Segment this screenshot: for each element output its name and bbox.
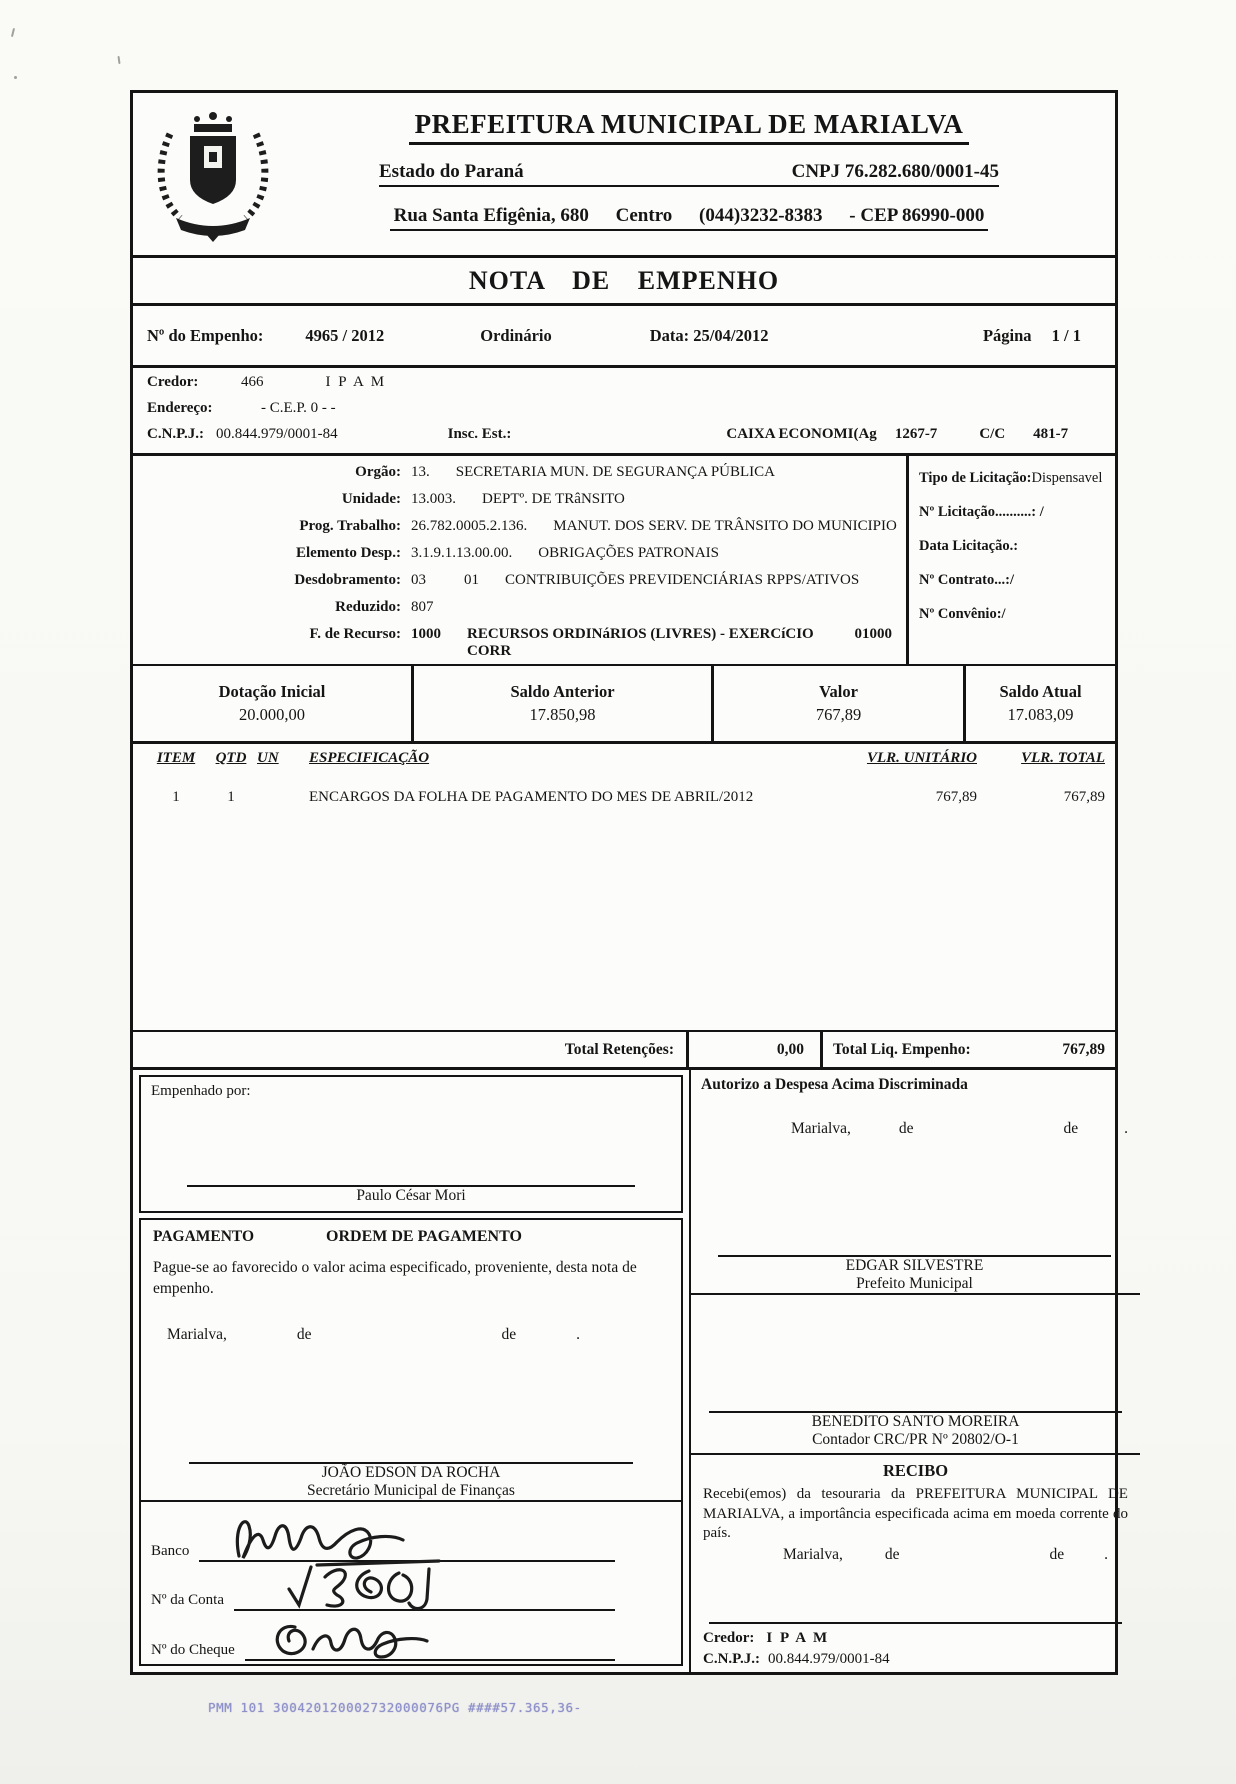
creditor-name: I P A M <box>325 374 387 390</box>
bidding-type-row <box>919 470 1115 487</box>
document-header <box>133 93 1115 258</box>
desdobramento-desc: CONTRIBUIÇÕES PREVIDENCIÁRIAS RPPS/ATIVOS <box>505 572 860 588</box>
creditor-bank-name: CAIXA ECONOMI(Ag <box>726 426 877 442</box>
budget-row-orgao <box>133 464 906 491</box>
checking-account-label: C/C <box>979 426 1006 442</box>
net-total-label: Total Liq. Empenho: <box>833 1040 971 1058</box>
bidding-number-row: Nº Licitação..........: / <box>919 504 1044 520</box>
empenho-number-value: 4965 / 2012 <box>305 325 385 345</box>
previous-balance-header: Saldo Anterior <box>510 682 615 701</box>
payment-order-title: ORDEM DE PAGAMENTO <box>326 1228 522 1245</box>
prog-trabalho-label: Prog. Trabalho: <box>299 518 401 534</box>
scan-artifact <box>14 76 17 79</box>
receipt-text: Recebi(emos) da tesouraria da PREFEITURA MUNICIPAL DE MARIALVA, a importância especificada acima em moeda corrente do país. <box>703 1486 1128 1541</box>
address-cep: - CEP 86990-000 <box>849 205 985 226</box>
orgao-label: Orgão: <box>355 464 401 480</box>
bank-fields-area <box>141 1502 681 1664</box>
col-qtd: QTD <box>215 750 247 766</box>
receipt-date-line <box>703 1546 1128 1564</box>
state-label: Estado do Paraná <box>379 161 524 182</box>
mayor-name: EDGAR SILVESTRE <box>845 1257 984 1274</box>
document-title: NOTA DE EMPENHO <box>133 258 1115 306</box>
items-table-header <box>133 750 1115 767</box>
finance-secretary-role: Secretário Municipal de Finanças <box>307 1482 515 1499</box>
fonte-recurso-label: F. de Recurso: <box>309 626 401 642</box>
finance-secretary-name: JOÃO EDSON DA ROCHA <box>321 1464 501 1481</box>
account-label: Nº da Conta <box>151 1592 224 1608</box>
empenho-number-label: Nº do Empenho: <box>147 325 264 345</box>
fonte-recurso-desc: RECURSOS ORDINáRIOS (LIVRES) - EXERCíCIO CORR <box>467 626 814 659</box>
net-total-cell <box>823 1032 1115 1067</box>
account-handwriting <box>281 1559 521 1611</box>
col-un: UN <box>257 750 279 766</box>
contract-number-row: Nº Contrato...:/ <box>919 572 1014 588</box>
de-word: de <box>884 1545 900 1563</box>
receipt-creditor-name: I P A M <box>766 1630 830 1646</box>
address-phone: (044)3232-8383 <box>699 205 823 226</box>
current-balance <box>963 666 1115 741</box>
bidding-type-value: Dispensavel <box>1031 470 1103 486</box>
prog-trabalho-code: 26.782.0005.2.136. <box>411 518 528 534</box>
city-name: Marialva, <box>167 1325 227 1343</box>
fonte-recurso-extra: 01000 <box>854 626 892 642</box>
agreement-number-row: Nº Convênio:/ <box>919 606 1006 622</box>
previous-balance <box>411 666 711 741</box>
creditor-section <box>133 368 1115 456</box>
creditor-address-value: - C.E.P. 0 - - <box>261 400 336 416</box>
payment-date-line <box>153 1326 669 1344</box>
address-street: Rua Santa Efigênia, 680 <box>393 205 589 226</box>
date-value: 25/04/2012 <box>693 325 769 345</box>
budget-row-desdobramento <box>133 572 906 599</box>
retentions-value: 0,00 <box>689 1032 823 1067</box>
current-balance-header: Saldo Atual <box>999 682 1082 701</box>
creditor-label: Credor: <box>147 374 199 390</box>
accountant-name: BENEDITO SANTO MOREIRA <box>811 1413 1020 1430</box>
unidade-code: 13.003. <box>411 491 456 507</box>
creditor-cnpj-value: 00.844.979/0001-84 <box>215 426 338 442</box>
unidade-label: Unidade: <box>341 491 401 507</box>
period-mark: . <box>1104 1545 1108 1563</box>
item-unit-price: 767,89 <box>935 789 977 805</box>
period-mark: . <box>1124 1120 1128 1137</box>
prog-trabalho-desc: MANUT. DOS SERV. DE TRÂNSITO DO MUNICIPIO <box>553 518 897 534</box>
item-row <box>133 789 1115 806</box>
receipt-signature-line <box>709 1622 1121 1624</box>
authorization-date-line <box>701 1120 1128 1138</box>
signature-section <box>133 1070 1128 1672</box>
budget-rows <box>133 456 906 664</box>
account-row <box>151 1565 667 1611</box>
signature-left-column <box>133 1070 691 1672</box>
value-header: Valor <box>819 682 858 701</box>
bidding-date-row: Data Licitação.: <box>919 538 1019 554</box>
receipt-title: RECIBO <box>882 1461 949 1480</box>
budget-row-elemento <box>133 545 906 572</box>
previous-balance-value: 17.850,98 <box>529 705 596 724</box>
header-address <box>390 205 989 231</box>
desdobramento-code: 03 <box>411 572 426 588</box>
period-mark: . <box>576 1325 580 1343</box>
elemento-code: 3.1.9.1.13.00.00. <box>411 545 513 561</box>
de-word: de <box>501 1325 517 1343</box>
empenho-date <box>650 326 769 346</box>
net-total-value: 767,89 <box>1062 1040 1105 1058</box>
mayor-role: Prefeito Municipal <box>856 1275 973 1292</box>
cheque-handwriting <box>269 1609 529 1661</box>
current-balance-value: 17.083,09 <box>1007 705 1074 724</box>
cheque-label: Nº do Cheque <box>151 1641 235 1658</box>
empenhado-signer-name: Paulo César Mori <box>356 1187 466 1204</box>
dot-matrix-print-line: PMM 101 300420120002732000076PG ####57.365,36- <box>208 1700 582 1715</box>
retentions-label: Total Retenções: <box>133 1032 689 1067</box>
desdobramento-code2: 01 <box>464 572 479 588</box>
entity-title: PREFEITURA MUNICIPAL DE MARIALVA <box>409 109 970 145</box>
empenho-type: Ordinário <box>480 325 552 345</box>
col-vlr-unitario: VLR. UNITÁRIO <box>866 750 977 766</box>
scan-artifact <box>11 28 15 37</box>
budget-row-prog-trabalho <box>133 518 906 545</box>
payment-order-area <box>141 1220 681 1502</box>
header-state-cnpj <box>379 161 999 187</box>
de-word: de <box>898 1120 914 1137</box>
payment-title: PAGAMENTO <box>153 1228 255 1245</box>
bank-row <box>151 1516 667 1562</box>
page-indicator <box>967 326 1081 346</box>
de-word: de <box>296 1325 312 1343</box>
bank-label: Banco <box>151 1542 190 1559</box>
col-item: ITEM <box>156 750 196 766</box>
municipal-coat-of-arms <box>133 93 293 255</box>
payment-order-text: Pague-se ao favorecido o valor acima especificado, proveniente, desta nota de empenho. <box>153 1259 637 1297</box>
orgao-desc: SECRETARIA MUN. DE SEGURANÇA PÚBLICA <box>455 464 775 480</box>
creditor-cnpj-label: C.N.P.J.: <box>147 426 204 442</box>
empenhado-label: Empenhado por: <box>151 1083 251 1099</box>
allocation-initial <box>133 666 411 741</box>
col-especificacao: ESPECIFICAÇÃO <box>309 750 430 766</box>
item-unit <box>257 789 309 806</box>
accountant-role: Contador CRC/PR Nº 20802/O-1 <box>812 1431 1019 1448</box>
payment-box <box>139 1218 683 1666</box>
state-registration-label: Insc. Est.: <box>447 426 512 442</box>
allocation-summary-table <box>133 666 1115 744</box>
item-qty: 1 <box>227 789 235 805</box>
entity-cnpj: CNPJ 76.282.680/0001-45 <box>791 161 999 182</box>
fonte-recurso-code: 1000 <box>411 626 441 642</box>
date-label: Data: <box>649 325 690 345</box>
checking-account-value: 481-7 <box>1033 426 1069 442</box>
de-word: de <box>1049 1545 1065 1563</box>
signature-right-column <box>691 1070 1140 1672</box>
budget-row-fonte-recurso <box>133 626 906 660</box>
authorization-title: Autorizo a Despesa Acima Discriminada <box>701 1076 968 1093</box>
address-district: Centro <box>615 205 673 226</box>
item-total-price: 767,89 <box>1063 789 1105 805</box>
elemento-desc: OBRIGAÇÕES PATRONAIS <box>538 545 719 561</box>
coat-of-arms-icon <box>154 106 272 242</box>
creditor-code: 466 <box>241 374 264 390</box>
city-name: Marialva, <box>783 1545 843 1563</box>
receipt-box <box>691 1455 1140 1672</box>
reduzido-code: 807 <box>411 599 434 615</box>
value-value: 767,89 <box>815 705 862 724</box>
unidade-desc: DEPTº. DE TRâNSITO <box>482 491 625 507</box>
elemento-label: Elemento Desp.: <box>296 545 401 561</box>
accountant-signature-block <box>709 1411 1122 1449</box>
cheque-row <box>151 1615 667 1661</box>
value-column <box>711 666 963 741</box>
orgao-code: 13. <box>411 464 430 480</box>
de-word: de <box>1063 1120 1079 1137</box>
col-vlr-total: VLR. TOTAL <box>1021 750 1105 766</box>
item-number: 1 <box>172 789 180 805</box>
bank-handwriting <box>229 1510 519 1562</box>
budget-classification-section <box>133 456 1115 666</box>
totals-row <box>133 1032 1115 1070</box>
receipt-cnpj-label: C.N.P.J.: <box>703 1651 760 1667</box>
creditor-address-label: Endereço: <box>147 400 213 416</box>
city-name: Marialva, <box>791 1120 851 1137</box>
allocation-initial-value: 20.000,00 <box>239 705 305 724</box>
bidding-info-panel <box>906 456 1115 664</box>
bidding-type-label: Tipo de Licitação: <box>919 470 1032 486</box>
page-value: 1 / 1 <box>1051 325 1081 345</box>
scan-artifact <box>117 56 120 64</box>
empenhado-box <box>139 1075 683 1213</box>
items-table <box>133 744 1115 1032</box>
reduzido-label: Reduzido: <box>335 599 401 615</box>
accountant-box <box>691 1295 1140 1455</box>
receipt-creditor-label: Credor: <box>703 1630 755 1646</box>
page-label: Página <box>982 325 1032 345</box>
creditor-bank-agency: 1267-7 <box>894 426 938 442</box>
nota-de-empenho-document <box>130 90 1128 1675</box>
item-description: ENCARGOS DA FOLHA DE PAGAMENTO DO MES DE ABRIL/2012 <box>309 789 754 805</box>
authorization-box <box>691 1070 1140 1295</box>
empenho-number-row <box>133 306 1115 368</box>
receipt-cnpj-value: 00.844.979/0001-84 <box>767 1651 890 1667</box>
budget-row-reduzido <box>133 599 906 626</box>
desdobramento-label: Desdobramento: <box>294 572 401 588</box>
allocation-initial-header: Dotação Inicial <box>218 682 326 701</box>
mayor-signature-block <box>718 1255 1111 1293</box>
budget-row-unidade <box>133 491 906 518</box>
